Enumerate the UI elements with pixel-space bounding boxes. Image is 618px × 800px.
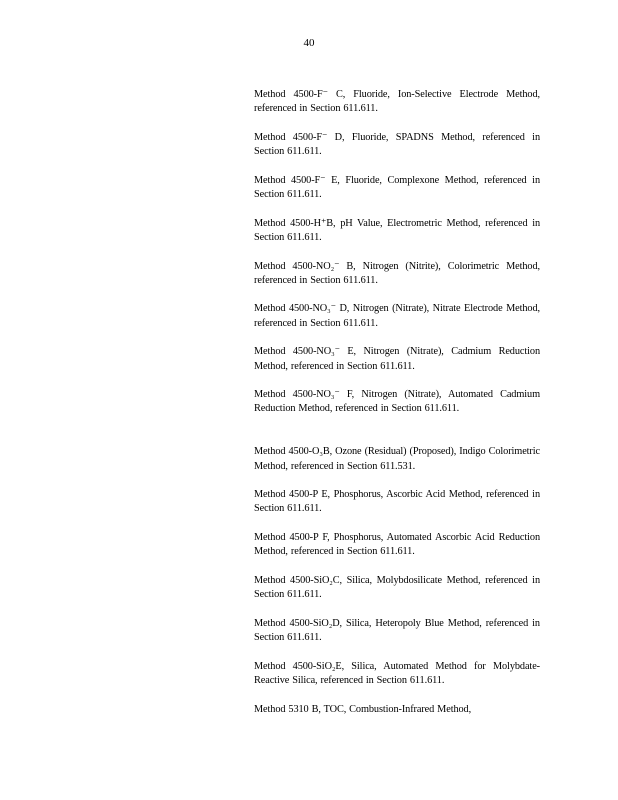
method-reference-entry: Method 4500-F⁻ C, Fluoride, Ion-Selective Electrode Method, referenced in Section 611.611. [254, 89, 540, 115]
method-reference-entry: Method 4500-NO₃⁻ D, Nitrogen (Nitrate), Nitrate Electrode Method, referenced in Section 611.611. [254, 303, 540, 329]
method-reference-entry: Method 4500-NO₃⁻ E, Nitrogen (Nitrate), Cadmium Reduction Method, referenced in Section 611.611. [254, 346, 540, 372]
method-reference-entry: Method 4500-SiO₂C, Silica, Molybdosilicate Method, referenced in Section 611.611. [254, 575, 540, 601]
method-reference-entry: Method 4500-H⁺B, pH Value, Electrometric Method, referenced in Section 611.611. [254, 217, 540, 243]
method-reference-entry: Method 4500-P F, Phosphorus, Automated Ascorbic Acid Reduction Method, referenced in Section 611.611. [254, 532, 540, 558]
method-reference-entry: Method 4500-SiO₂D, Silica, Heteropoly Blue Method, referenced in Section 611.611. [254, 617, 540, 644]
method-reference-entry: Method 5310 B, TOC, Combustion-Infrared Method, [254, 703, 472, 715]
method-reference-entry: Method 4500-O₃B, Ozone (Residual) (Proposed), Indigo Colorimetric Method, referenced in Section 611.531. [254, 446, 540, 472]
page-number: 40 [303, 37, 315, 49]
method-reference-entry: Method 4500-SiO₂E, Silica, Automated Method for Molybdate-Reactive Silica, referenced in Section 611.611. [254, 660, 540, 686]
method-reference-entry: Method 4500-NO₂⁻ B, Nitrogen (Nitrite), Colorimetric Method, referenced in Section 611.611. [254, 260, 540, 286]
method-reference-entry: Method 4500-F⁻ E, Fluoride, Complexone Method, referenced in Section 611.611. [254, 174, 540, 200]
method-reference-entry: Method 4500-NO₃⁻ F, Nitrogen (Nitrate), Automated Cadmium Reduction Method, referenced in Section 611.611. [254, 389, 540, 415]
method-reference-entry: Method 4500-F⁻ D, Fluoride, SPADNS Method, referenced in Section 611.611. [254, 131, 540, 158]
method-reference-entry: Method 4500-P E, Phosphorus, Ascorbic Acid Method, referenced in Section 611.611. [254, 489, 540, 515]
method-reference-list [254, 88, 540, 731]
